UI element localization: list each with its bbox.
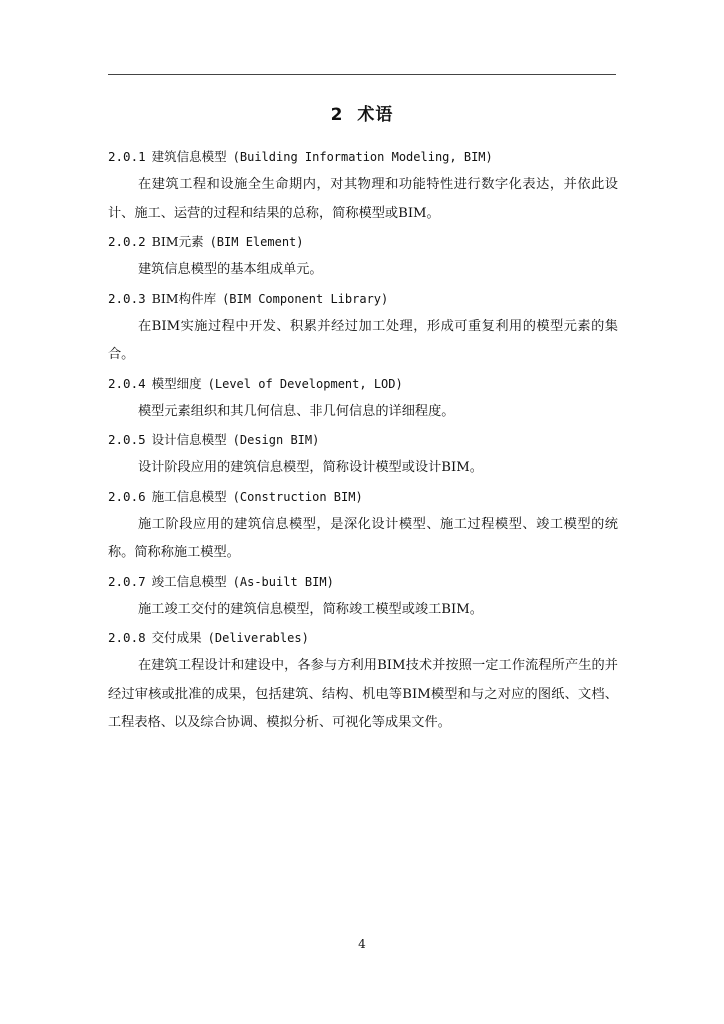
term-heading — [108, 228, 618, 256]
term-heading — [108, 426, 618, 454]
term-definition: 在建筑工程和设施全生命期内，对其物理和功能特性进行数字化表达，并依此设计、施工、运营的过程和结果的总称，简称模型或BIM。 — [108, 177, 618, 221]
term-en: (BIM Component Library) — [222, 291, 389, 306]
chapter-title: 术语 — [357, 105, 394, 125]
term-code: 2.0.3 — [108, 290, 146, 306]
chapter-heading — [0, 100, 724, 125]
term-en: (As-built BIM) — [232, 574, 334, 589]
term-entry — [108, 228, 618, 285]
term-definition: 设计阶段应用的建筑信息模型，简称设计模型或设计BIM。 — [138, 460, 483, 475]
term-heading — [108, 143, 618, 171]
term-zh: 竣工信息模型 — [151, 573, 227, 589]
term-definition: 施工竣工交付的建筑信息模型，简称竣工模型或竣工BIM。 — [138, 601, 483, 617]
term-heading — [108, 285, 618, 313]
term-en: (Deliverables) — [207, 631, 309, 645]
chapter-number: 2 — [330, 105, 344, 125]
term-heading — [108, 370, 618, 398]
term-entry — [108, 624, 618, 738]
term-code: 2.0.5 — [108, 432, 146, 447]
header-rule — [108, 74, 616, 75]
term-zh: 模型细度 — [151, 375, 202, 391]
term-entry — [108, 285, 618, 370]
term-definition: 在BIM实施过程中开发、积累并经过加工处理，形成可重复利用的模型元素的集合。 — [108, 318, 618, 362]
term-code: 2.0.4 — [108, 375, 146, 391]
term-zh: 交付成果 — [151, 630, 202, 645]
term-zh: 施工信息模型 — [151, 488, 227, 504]
term-entry — [108, 483, 618, 568]
term-en: (Design BIM) — [232, 433, 320, 447]
term-entry — [108, 370, 618, 427]
term-definition: 在建筑工程设计和建设中，各参与方利用BIM技术并按照一定工作流程所产生的并经过审核或批准的成果，包括建筑、结构、机电等BIM模型和与之对应的图纸、文档、工程表格、以及综合协调、模拟分析、可视化等成果文件。 — [108, 658, 618, 730]
term-zh: 建筑信息模型 — [151, 149, 227, 164]
term-code: 2.0.7 — [108, 573, 146, 589]
term-code: 2.0.1 — [108, 149, 146, 164]
term-entry — [108, 143, 618, 228]
term-code: 2.0.2 — [108, 234, 146, 249]
term-definition: 建筑信息模型的基本组成单元。 — [138, 262, 323, 277]
term-zh: BIM构件库 — [151, 290, 217, 306]
term-en: (Construction BIM) — [232, 489, 363, 504]
page-number: 4 — [358, 937, 366, 951]
terms-list — [108, 143, 618, 738]
term-entry — [108, 568, 618, 625]
term-en: (Level of Development, LOD) — [207, 376, 403, 391]
term-code: 2.0.6 — [108, 488, 146, 504]
term-en: (BIM Element) — [209, 235, 304, 249]
term-entry — [108, 426, 618, 483]
term-heading — [108, 624, 618, 652]
term-zh: 设计信息模型 — [151, 432, 227, 447]
term-definition: 施工阶段应用的建筑信息模型，是深化设计模型、施工过程模型、竣工模型的统称。简称称施工模型。 — [108, 516, 618, 560]
term-en: (Building Information Modeling, BIM) — [232, 150, 493, 164]
term-zh: BIM元素 — [151, 234, 204, 249]
term-code: 2.0.8 — [108, 630, 146, 645]
term-heading — [108, 568, 618, 596]
term-heading — [108, 483, 618, 511]
term-definition: 模型元素组织和其几何信息、非几何信息的详细程度。 — [138, 403, 455, 419]
